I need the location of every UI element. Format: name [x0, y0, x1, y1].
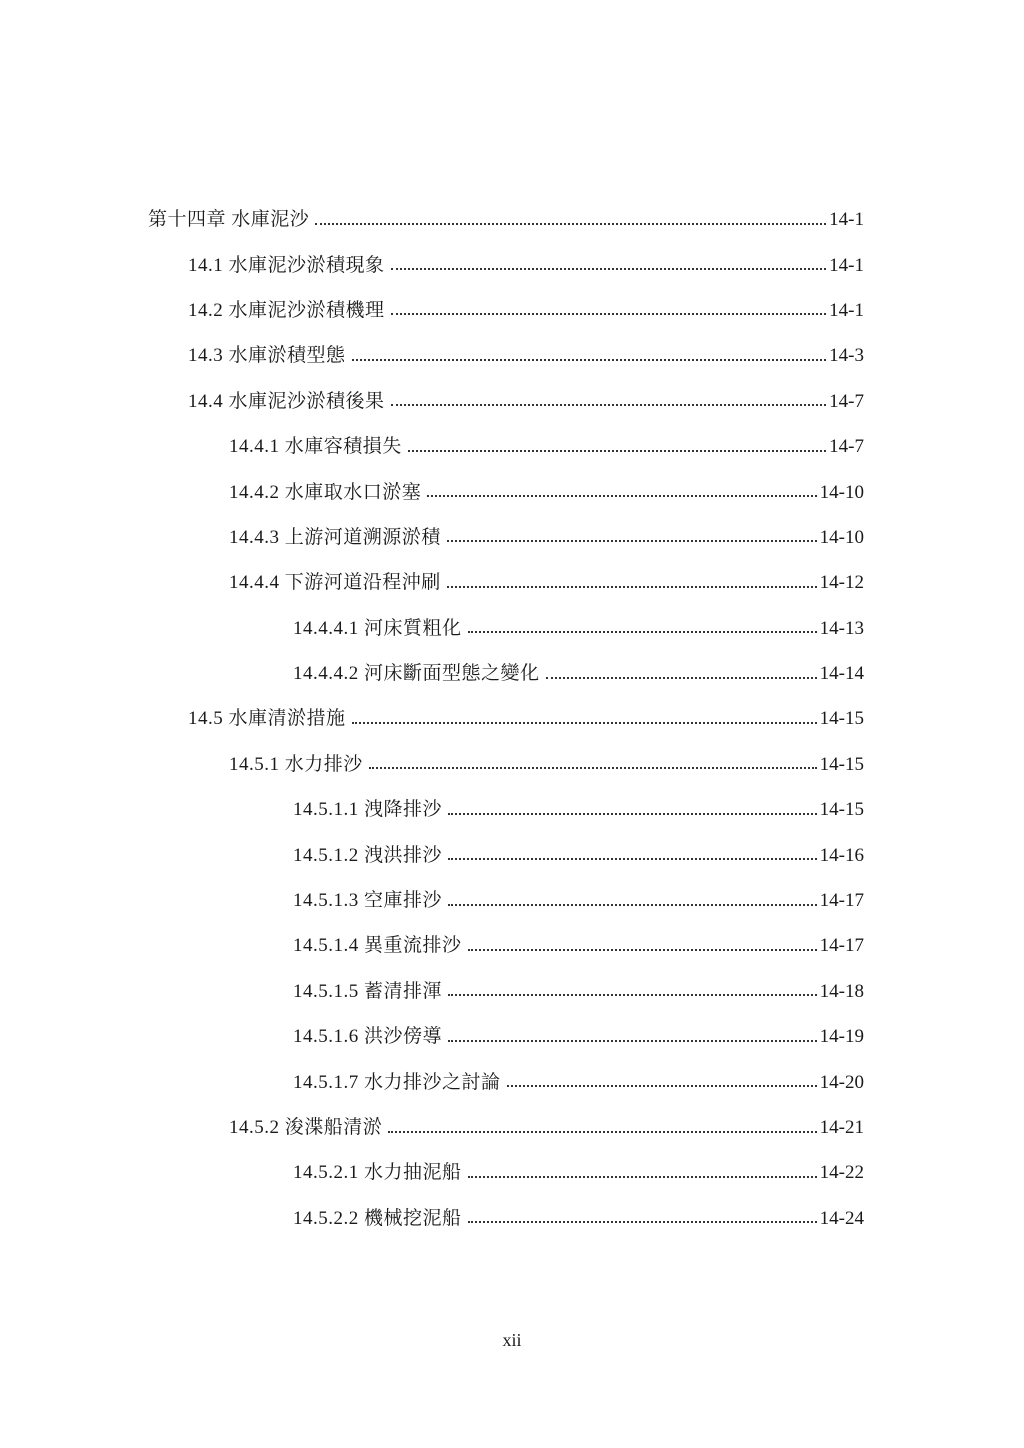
toc-entry-page: 14-7 [829, 436, 864, 458]
toc-entry[interactable] [0, 1105, 1024, 1150]
toc-entry-page: 14-15 [819, 799, 864, 821]
toc-entry[interactable] [0, 197, 1024, 242]
toc-entry[interactable] [0, 515, 1024, 560]
toc-entry-page: 14-17 [819, 935, 864, 957]
dot-leader [507, 1085, 817, 1087]
dot-leader [369, 767, 817, 769]
toc-entry[interactable] [0, 878, 1024, 923]
toc-entry-page: 14-22 [819, 1162, 864, 1184]
toc-entry[interactable] [0, 288, 1024, 333]
dot-leader [315, 223, 826, 225]
toc-entry-title: 14.5.1.5 蓄清排渾 [293, 980, 443, 1002]
dot-leader [448, 1040, 817, 1042]
table-of-contents [0, 197, 1024, 1241]
toc-entry-title: 14.5.2.1 水力抽泥船 [293, 1162, 462, 1184]
toc-entry-title: 14.5.2 浚渫船清淤 [229, 1117, 383, 1138]
toc-entry-page: 14-10 [819, 526, 864, 548]
dot-leader [352, 722, 817, 724]
toc-entry[interactable] [0, 696, 1024, 741]
dot-leader [391, 313, 827, 315]
toc-entry-title: 14.4.3 上游河道溯源淤積 [229, 526, 441, 548]
toc-entry-title: 14.1 水庫泥沙淤積現象 [188, 254, 385, 276]
toc-entry-page: 14-16 [819, 844, 864, 866]
toc-entry-title: 14.3 水庫淤積型態 [188, 345, 346, 367]
dot-leader [352, 359, 827, 361]
toc-entry-page: 14-14 [819, 663, 864, 685]
toc-entry[interactable] [0, 742, 1024, 787]
toc-entry-title: 14.5.1.2 洩洪排沙 [293, 844, 443, 866]
dot-leader [448, 904, 817, 906]
toc-entry[interactable] [0, 606, 1024, 651]
toc-entry-title: 14.5.1.3 空庫排沙 [293, 890, 443, 912]
toc-entry[interactable] [0, 424, 1024, 469]
toc-entry-title: 14.5.1.7 水力排沙之討論 [293, 1071, 501, 1093]
toc-entry-page: 14-24 [819, 1207, 864, 1229]
toc-entry[interactable] [0, 651, 1024, 696]
toc-entry-page: 14-1 [829, 299, 864, 321]
dot-leader [448, 858, 817, 860]
dot-leader [391, 404, 827, 406]
dot-leader [468, 1221, 817, 1223]
dot-leader [447, 586, 817, 588]
toc-entry-title: 14.5 水庫清淤措施 [188, 708, 346, 730]
toc-entry[interactable] [0, 242, 1024, 287]
toc-entry[interactable] [0, 469, 1024, 514]
dot-leader [546, 677, 817, 679]
toc-entry[interactable] [0, 1059, 1024, 1104]
dot-leader [408, 450, 826, 452]
dot-leader [468, 949, 817, 951]
toc-entry-title: 14.4.2 水庫取水口淤塞 [229, 481, 422, 503]
toc-entry-title: 14.5.1.4 異重流排沙 [293, 935, 462, 957]
toc-entry-title: 14.2 水庫泥沙淤積機理 [188, 299, 385, 321]
toc-entry[interactable] [0, 787, 1024, 832]
toc-entry-page: 14-15 [819, 708, 864, 730]
toc-entry[interactable] [0, 379, 1024, 424]
toc-entry[interactable] [0, 969, 1024, 1014]
dot-leader [447, 540, 817, 542]
toc-entry-page: 14-17 [819, 890, 864, 912]
dot-leader [448, 813, 817, 815]
toc-entry-page: 14-13 [819, 617, 864, 639]
toc-entry[interactable] [0, 1196, 1024, 1241]
toc-entry-page: 14-10 [819, 481, 864, 503]
toc-entry-title: 14.4.1 水庫容積損失 [229, 436, 402, 458]
toc-entry-title: 第十四章 水庫泥沙 [148, 209, 310, 231]
toc-entry-title: 14.5.1 水力排沙 [229, 753, 363, 775]
dot-leader [468, 1176, 817, 1178]
toc-entry[interactable] [0, 333, 1024, 378]
toc-entry-page: 14-1 [829, 254, 864, 276]
toc-entry-title: 14.4.4 下游河道沿程沖刷 [229, 572, 441, 594]
toc-entry-title: 14.5.1.6 洪沙傍導 [293, 1026, 443, 1048]
toc-entry-page: 14-21 [819, 1117, 864, 1138]
toc-entry-page: 14-20 [819, 1071, 864, 1093]
toc-entry[interactable] [0, 1150, 1024, 1195]
toc-entry-page: 14-18 [819, 980, 864, 1002]
toc-entry-title: 14.5.2.2 機械挖泥船 [293, 1207, 462, 1229]
toc-entry-title: 14.4.4.1 河床質粗化 [293, 617, 462, 639]
toc-entry-page: 14-1 [829, 209, 864, 231]
toc-entry-page: 14-15 [819, 753, 864, 775]
toc-entry-title: 14.4 水庫泥沙淤積後果 [188, 390, 385, 412]
dot-leader [388, 1131, 816, 1133]
page-number: xii [502, 1330, 522, 1350]
dot-leader [448, 994, 817, 996]
toc-entry[interactable] [0, 1014, 1024, 1059]
toc-entry-page: 14-19 [819, 1026, 864, 1048]
toc-entry-title: 14.4.4.2 河床斷面型態之變化 [293, 663, 540, 685]
toc-entry[interactable] [0, 560, 1024, 605]
toc-entry[interactable] [0, 923, 1024, 968]
dot-leader [427, 495, 816, 497]
toc-entry-page: 14-3 [829, 345, 864, 367]
dot-leader [391, 268, 827, 270]
toc-entry-page: 14-12 [819, 572, 864, 594]
toc-entry[interactable] [0, 832, 1024, 877]
toc-entry-page: 14-7 [829, 390, 864, 412]
dot-leader [468, 631, 817, 633]
toc-entry-title: 14.5.1.1 洩降排沙 [293, 799, 443, 821]
